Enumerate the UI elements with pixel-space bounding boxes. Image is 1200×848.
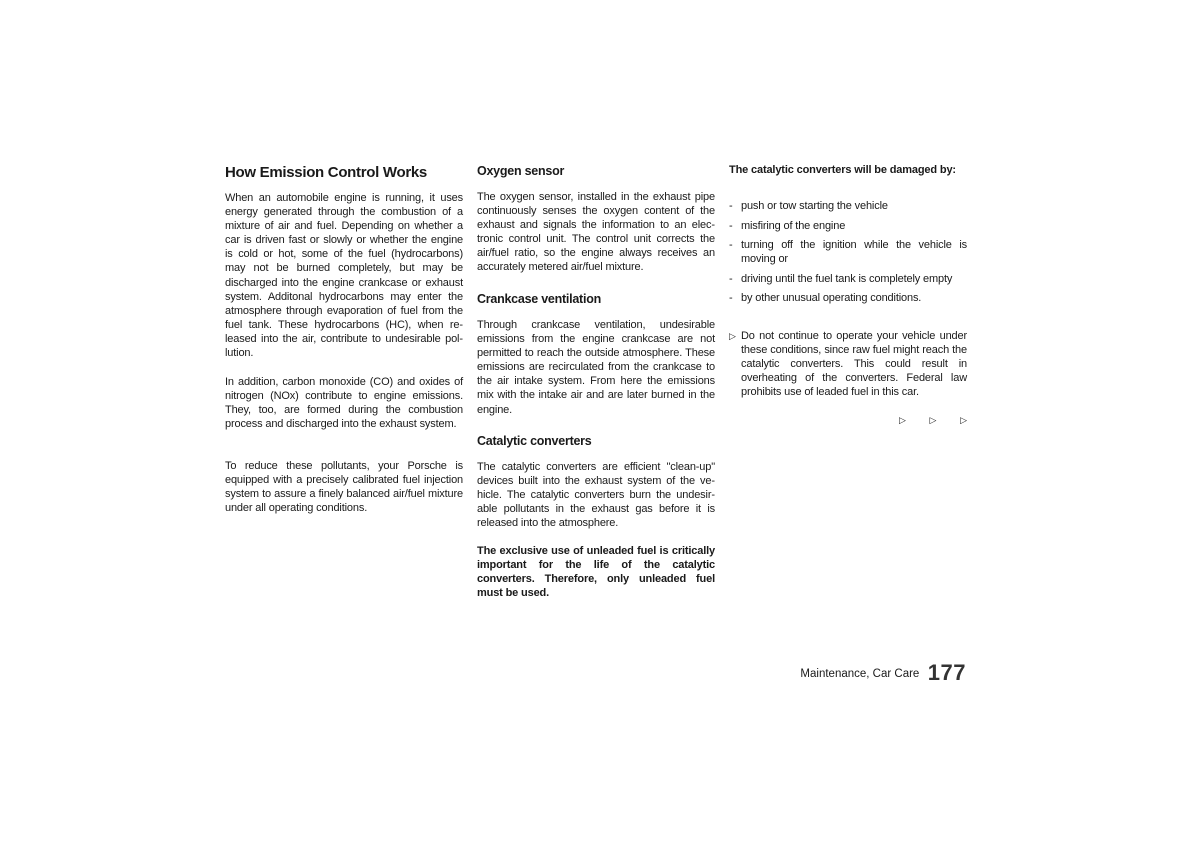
- unleaded-fuel-notice: [477, 544, 715, 600]
- damage-causes-list: [729, 199, 967, 311]
- intro-paragraph: [225, 191, 463, 360]
- heading-oxygen-sensor: Oxygen sensor: [477, 164, 565, 178]
- dash-bullet: -: [729, 219, 733, 232]
- damage-intro: [729, 163, 967, 177]
- heading-crankcase-ventilation: Crankcase ventilation: [477, 292, 601, 306]
- paragraph: The catalytic converters are efficient "clean-up" devices built into the exhaust system of the vehicle. The catalytic converters burn the undesirable pollutants in the exhaust gas before it is released into the atmosphere.: [477, 461, 715, 530]
- page-title: How Emission Control Works: [225, 164, 427, 181]
- page-footer: [700, 660, 966, 688]
- oxygen-paragraph: [477, 190, 715, 275]
- continue-arrow-icon: ▷: [929, 415, 937, 425]
- continue-arrow-icon: ▷: [960, 415, 967, 425]
- heading-catalytic-converters: Catalytic converters: [477, 434, 592, 448]
- list-item: - driving until the fuel tank is completely empty: [729, 272, 953, 285]
- paragraph: In addition, carbon monoxide (CO) and oxides of nitrogen (NOx) contribute to engine emissions. They, too, are formed during the combustion process and discharged into the exhaust system.: [225, 376, 463, 431]
- dash-bullet: -: [729, 200, 733, 212]
- damage-intro-text: The catalytic converters will be damaged by:: [729, 164, 956, 176]
- continued-markers: [899, 415, 967, 426]
- warning-block: [729, 329, 967, 399]
- dash-bullet: -: [729, 272, 733, 285]
- paragraph: To reduce these pollutants, your Porsche is equipped with a precisely calibrated fuel injection system to assure a finely balanced air/fuel mixture under all operating conditions.: [225, 460, 463, 515]
- emissions-paragraph: [225, 375, 463, 431]
- page-number: 177: [927, 660, 966, 685]
- warning-triangle-icon: ▷: [729, 331, 736, 341]
- paragraph: When an automobile engine is running, it uses energy generated through the combustion of a mixture of air and fuel. Depending on whether a car is driven fast or slowly or whether the engine is cold or hot, some of the fuel (hydrocarbons) may not be burned completely, but may be discharged into the engine crankcase or exhaust system. Additonal hydrocarbons may enter the atmosphere through evaporation of fuel from the fuel tank. These hydrocarbons (HC), when released into the air, contribute to undesirable pollution.: [225, 192, 463, 360]
- dash-bullet: -: [729, 292, 733, 305]
- porsche-paragraph: [225, 459, 463, 515]
- warning-text: Do not continue to operate your vehicle under these conditions, since raw fuel might reach the catalytic converters. This could result in overheating of the converters. Federal law prohibits use of leaded fuel in this car.: [741, 330, 967, 399]
- paragraph: Through crankcase ventilation, undesirable emissions from the engine crankcase are not permitted to reach the outside atmosphere. These emissions are recirculated from the crankcase to the air intake system. From here the emissions mix with the intake air and are later burned in the engine.: [477, 319, 715, 416]
- catalytic-paragraph: [477, 460, 715, 530]
- crankcase-paragraph: [477, 318, 715, 417]
- bold-notice: The exclusive use of unleaded fuel is critically important for the life of the catalytic converters. Therefore, only unleaded fuel must be used.: [477, 545, 715, 600]
- dash-bullet: -: [729, 239, 733, 252]
- list-item: - by other unusual operating conditions.: [729, 292, 922, 305]
- list-item: - turning off the ignition while the vehicle is moving or: [729, 239, 967, 266]
- paragraph: The oxygen sensor, installed in the exhaust pipe continuously senses the oxygen content of the exhaust and signals the information to an electronic control unit. The control unit corrects the air/fuel ratio, so the engine always receives an accurately metered air/fuel mixture.: [477, 191, 715, 274]
- section-name: Maintenance, Car Care: [800, 668, 920, 680]
- list-item: - misfiring of the engine: [729, 219, 846, 232]
- list-item: - push or tow starting the vehicle: [729, 200, 888, 212]
- continue-arrow-icon: ▷: [899, 415, 906, 425]
